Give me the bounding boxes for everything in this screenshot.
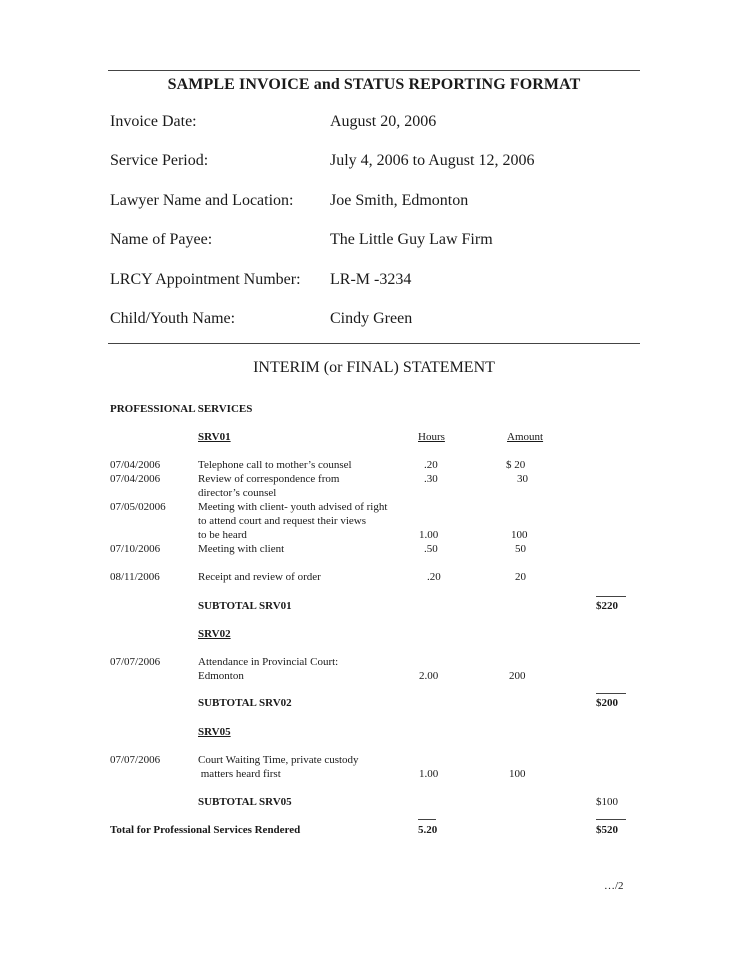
total-amount: $520 xyxy=(596,824,618,836)
child-youth-label: Child/Youth Name: xyxy=(110,310,236,327)
table-row-amount: 20 xyxy=(515,571,526,583)
lawyer-value: Joe Smith, Edmonton xyxy=(330,192,469,209)
subtotal-rule xyxy=(596,693,626,694)
payee-label: Name of Payee: xyxy=(110,231,213,248)
table-row-amount: 200 xyxy=(509,670,526,682)
table-row-date: 07/04/2006 xyxy=(110,473,161,485)
table-row-desc: matters heard first xyxy=(198,768,281,780)
lawyer-label: Lawyer Name and Location: xyxy=(110,192,294,209)
table-row-desc: to attend court and request their views xyxy=(198,515,367,527)
table-row-desc: director’s counsel xyxy=(198,487,277,499)
header-divider xyxy=(108,343,640,344)
table-row-desc: to be heard xyxy=(198,529,247,541)
srv01-subtotal-label: SUBTOTAL SRV01 xyxy=(198,600,292,612)
document-title: SAMPLE INVOICE and STATUS REPORTING FORMAT xyxy=(167,76,581,93)
total-amount-rule xyxy=(596,819,626,820)
table-row-amount: 30 xyxy=(517,473,528,485)
total-hours: 5.20 xyxy=(418,824,438,836)
amount-column-header: Amount xyxy=(507,431,544,443)
table-row-date: 07/04/2006 xyxy=(110,459,161,471)
service-period-value: July 4, 2006 to August 12, 2006 xyxy=(330,152,535,169)
table-row-date: 07/05/02006 xyxy=(110,501,166,513)
table-row-amount: 50 xyxy=(515,543,526,555)
total-hours-rule xyxy=(418,819,436,820)
page-marker: …/2 xyxy=(604,880,624,892)
table-row-date: 07/07/2006 xyxy=(110,754,161,766)
service-period-label: Service Period: xyxy=(110,152,209,169)
hours-column-header: Hours xyxy=(418,431,445,443)
appointment-number-label: LRCY Appointment Number: xyxy=(110,271,301,288)
srv02-subtotal-label: SUBTOTAL SRV02 xyxy=(198,697,292,709)
table-row-date: 07/10/2006 xyxy=(110,543,161,555)
table-row-hours: 2.00 xyxy=(419,670,439,682)
table-row-desc: Attendance in Provincial Court: xyxy=(198,656,339,668)
child-youth-value: Cindy Green xyxy=(330,310,413,327)
table-row-desc: Meeting with client xyxy=(198,543,285,555)
invoice-date-label: Invoice Date: xyxy=(110,113,197,130)
srv05-code: SRV05 xyxy=(198,726,231,738)
table-row-hours: 1.00 xyxy=(419,529,439,541)
srv05-subtotal-label: SUBTOTAL SRV05 xyxy=(198,796,292,808)
srv02-code: SRV02 xyxy=(198,628,231,640)
table-row-date: 08/11/2006 xyxy=(110,571,160,583)
table-row-hours: .50 xyxy=(424,543,438,555)
subtotal-rule xyxy=(596,596,626,597)
srv01-code: SRV01 xyxy=(198,431,231,443)
table-row-hours: .20 xyxy=(424,459,438,471)
table-row-hours: .30 xyxy=(424,473,438,485)
top-rule xyxy=(108,70,640,71)
section-title: PROFESSIONAL SERVICES xyxy=(110,403,253,415)
appointment-number-value: LR-M -3234 xyxy=(330,271,412,288)
table-row-hours: .20 xyxy=(427,571,441,583)
table-row-desc: Edmonton xyxy=(198,670,244,682)
payee-value: The Little Guy Law Firm xyxy=(330,231,493,248)
statement-title: INTERIM (or FINAL) STATEMENT xyxy=(253,359,495,376)
srv02-subtotal-value: $200 xyxy=(596,697,618,709)
table-row-amount: 100 xyxy=(511,529,528,541)
invoice-date-value: August 20, 2006 xyxy=(330,113,437,130)
table-row-desc: Telephone call to mother’s counsel xyxy=(198,459,352,471)
table-row-desc: Receipt and review of order xyxy=(198,571,321,583)
table-row-hours: 1.00 xyxy=(419,768,439,780)
total-label: Total for Professional Services Rendered xyxy=(110,824,301,836)
table-row-amount: 100 xyxy=(509,768,526,780)
table-row-amount: $ 20 xyxy=(506,459,526,471)
table-row-desc: Meeting with client- youth advised of right xyxy=(198,501,388,513)
table-row-date: 07/07/2006 xyxy=(110,656,161,668)
srv05-subtotal-value: $100 xyxy=(596,796,618,808)
srv01-subtotal-value: $220 xyxy=(596,600,618,612)
table-row-desc: Court Waiting Time, private custody xyxy=(198,754,359,766)
table-row-desc: Review of correspondence from xyxy=(198,473,340,485)
